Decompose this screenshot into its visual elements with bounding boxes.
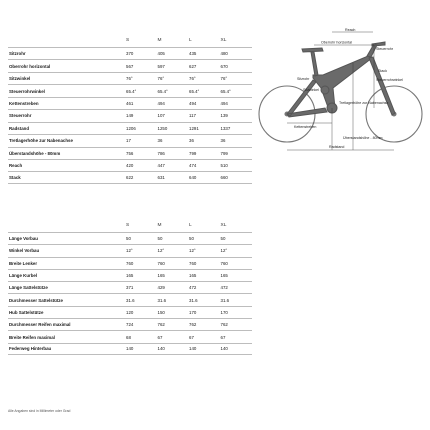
row-value: 107 [157, 113, 165, 119]
row-value: 67 [220, 334, 226, 340]
row-value: 50 [126, 236, 131, 242]
table-row [8, 171, 252, 183]
row-label: Winkel Vorbau [9, 248, 40, 254]
row-value: 405 [157, 51, 165, 57]
row-label: Breite Reifen maximal [9, 334, 55, 340]
row-value: 36 [157, 138, 163, 144]
shock [321, 86, 329, 94]
size-header-l: L [189, 222, 192, 228]
row-value: 165 [157, 273, 165, 279]
size-header-m: M [157, 222, 162, 228]
row-value: 165 [126, 273, 134, 279]
row-value: 50 [220, 236, 226, 242]
row-value: 165 [189, 273, 197, 279]
label-seat-angle: Sitzwinkel [303, 88, 319, 92]
row-label: Federweg Hinterbau [9, 346, 52, 352]
label-stack: Stack [378, 69, 387, 73]
table-row [8, 59, 252, 71]
table-row [8, 293, 252, 305]
row-label: Oberrohr horizontal [9, 63, 51, 69]
table-row [8, 122, 252, 134]
row-value: 65.4° [157, 88, 168, 94]
table-row [8, 147, 252, 159]
row-label: Überstandshöhe - 80mm [9, 150, 61, 156]
table-row [8, 257, 252, 269]
row-label: Länge Sattelstütze [9, 285, 48, 291]
row-value: 760 [220, 260, 228, 266]
size-header-s: S [126, 37, 130, 43]
row-value: 1206 [126, 125, 136, 131]
geometry-table [8, 33, 252, 184]
row-value: 494 [189, 100, 197, 106]
row-value: 31.6 [189, 297, 198, 303]
row-value: 494 [157, 100, 165, 106]
row-value: 627 [189, 63, 197, 69]
row-label: Durchmesser Reifen maximal [9, 322, 71, 328]
row-value: 12° [189, 248, 196, 254]
table-row [8, 134, 252, 146]
row-label: Steuerrohr [9, 113, 32, 119]
row-label: Sitzrohr [9, 51, 26, 57]
label-bb-height: Tretlagerhöhe zur Nabenachse [339, 101, 389, 105]
label-chainstay: Kettenstreben [294, 125, 317, 129]
table-row [8, 84, 252, 96]
row-value: 762 [220, 322, 228, 328]
row-value: 597 [157, 63, 165, 69]
row-value: 120 [126, 309, 134, 315]
table-row [8, 269, 252, 281]
seatpost-saddle [302, 48, 323, 76]
table-row [8, 343, 252, 355]
row-value: 461 [126, 100, 134, 106]
row-label: Sitzwinkel [9, 76, 31, 82]
row-value: 76° [157, 76, 165, 82]
row-value: 31.6 [220, 297, 230, 303]
row-value: 371 [126, 285, 134, 291]
row-value: 12° [126, 248, 133, 254]
label-head-angle: Steuerrohrwinkel [376, 78, 403, 82]
row-value: 139 [220, 113, 228, 119]
row-value: 65.4° [189, 88, 200, 94]
row-label: Länge Vorbau [9, 236, 38, 242]
row-value: 170 [189, 309, 197, 315]
row-value: 429 [157, 285, 165, 291]
row-value: 117 [189, 113, 196, 119]
components-table [8, 218, 252, 355]
component-rows [8, 232, 252, 355]
table-row [8, 97, 252, 109]
row-value: 1250 [157, 125, 168, 131]
footnote: Alle Angaben sind in Millimeter oder Grad [8, 409, 71, 413]
geometry-rows [8, 47, 252, 184]
size-header-row [8, 33, 252, 47]
label-head-tube: Steuerrohr [376, 47, 393, 51]
row-value: 165 [220, 273, 228, 279]
row-value: 494 [220, 100, 228, 106]
row-value: 170 [220, 309, 228, 315]
size-header-s: S [126, 222, 130, 228]
size-header-xl: XL [220, 222, 227, 228]
row-value: 472 [220, 285, 228, 291]
row-value: 370 [126, 51, 134, 57]
row-value: 799 [220, 150, 228, 156]
table-row [8, 159, 252, 171]
row-label: Kettenstreben [9, 100, 39, 106]
row-value: 76° [126, 76, 133, 82]
row-value: 760 [126, 260, 134, 266]
row-value: 760 [157, 260, 165, 266]
row-value: 149 [126, 113, 134, 119]
row-value: 670 [220, 63, 228, 69]
row-label: Tretlagerhöhe zur Nabenachse [9, 138, 73, 144]
row-value: 68 [126, 334, 131, 340]
row-label: Reach [9, 163, 23, 169]
label-top-tube: Oberrohr horizontal [321, 40, 352, 45]
row-value: 31.6 [126, 297, 135, 303]
row-value: 756 [126, 150, 134, 156]
row-value: 50 [157, 236, 163, 242]
row-value: 510 [220, 163, 228, 169]
row-label: Durchmesser Sattelstütze [9, 297, 63, 303]
row-value: 12° [157, 248, 165, 254]
row-value: 76° [189, 76, 196, 82]
row-value: 799 [189, 150, 197, 156]
row-label: Breite Lenker [9, 260, 38, 266]
row-value: 640 [189, 175, 197, 181]
bike-geometry-diagram [253, 28, 428, 160]
table-row [8, 281, 252, 293]
row-value: 472 [189, 285, 197, 291]
row-value: 140 [189, 346, 197, 352]
table-row [8, 318, 252, 330]
row-value: 67 [189, 334, 194, 340]
table-row [8, 47, 252, 59]
row-label: Länge Kurbel [9, 273, 38, 279]
label-wheelbase: Radstand [329, 145, 345, 149]
row-value: 786 [157, 150, 165, 156]
row-value: 76° [220, 76, 228, 82]
table-row [8, 330, 252, 342]
row-label: Hub Sattelstütze [9, 309, 44, 315]
row-value: 65.4° [126, 88, 137, 94]
row-value: 36 [220, 138, 226, 144]
row-value: 17 [126, 138, 131, 144]
size-header-row [8, 218, 252, 232]
row-value: 474 [189, 163, 197, 169]
size-header-l: L [189, 37, 192, 43]
table-row [8, 244, 252, 256]
row-value: 724 [126, 322, 134, 328]
row-value: 140 [220, 346, 228, 352]
row-value: 567 [126, 63, 134, 69]
table-row [8, 109, 252, 121]
row-value: 12° [220, 248, 228, 254]
table-row [8, 232, 252, 244]
row-value: 67 [157, 334, 163, 340]
row-value: 36 [189, 138, 194, 144]
row-value: 1291 [189, 125, 199, 131]
row-value: 50 [189, 236, 194, 242]
label-reach: Reach [345, 28, 356, 32]
row-value: 140 [157, 346, 165, 352]
row-value: 622 [126, 175, 134, 181]
row-value: 140 [126, 346, 134, 352]
row-value: 447 [157, 163, 165, 169]
row-value: 31.6 [157, 297, 167, 303]
row-value: 435 [189, 51, 197, 57]
measure-labels [294, 28, 403, 149]
row-value: 631 [157, 175, 165, 181]
row-value: 760 [189, 260, 197, 266]
label-standover: Überstandshöhe - 80mm [343, 136, 383, 140]
row-label: Stack [9, 175, 21, 181]
table-row [8, 306, 252, 318]
row-value: 762 [189, 322, 197, 328]
label-seat-tube: Sitzrohr [297, 77, 310, 81]
bike-silhouette [259, 86, 422, 142]
row-value: 420 [126, 163, 134, 169]
row-value: 65.4° [220, 88, 231, 94]
row-value: 762 [157, 322, 165, 328]
size-header-xl: XL [220, 37, 227, 43]
row-value: 1337 [220, 125, 231, 131]
row-label: Radstand [9, 125, 30, 131]
table-row [8, 72, 252, 84]
row-label: Steuerrohrwinkel [9, 88, 45, 94]
row-value: 150 [157, 309, 165, 315]
size-header-m: M [157, 37, 162, 43]
row-value: 480 [220, 51, 228, 57]
row-value: 660 [220, 175, 228, 181]
